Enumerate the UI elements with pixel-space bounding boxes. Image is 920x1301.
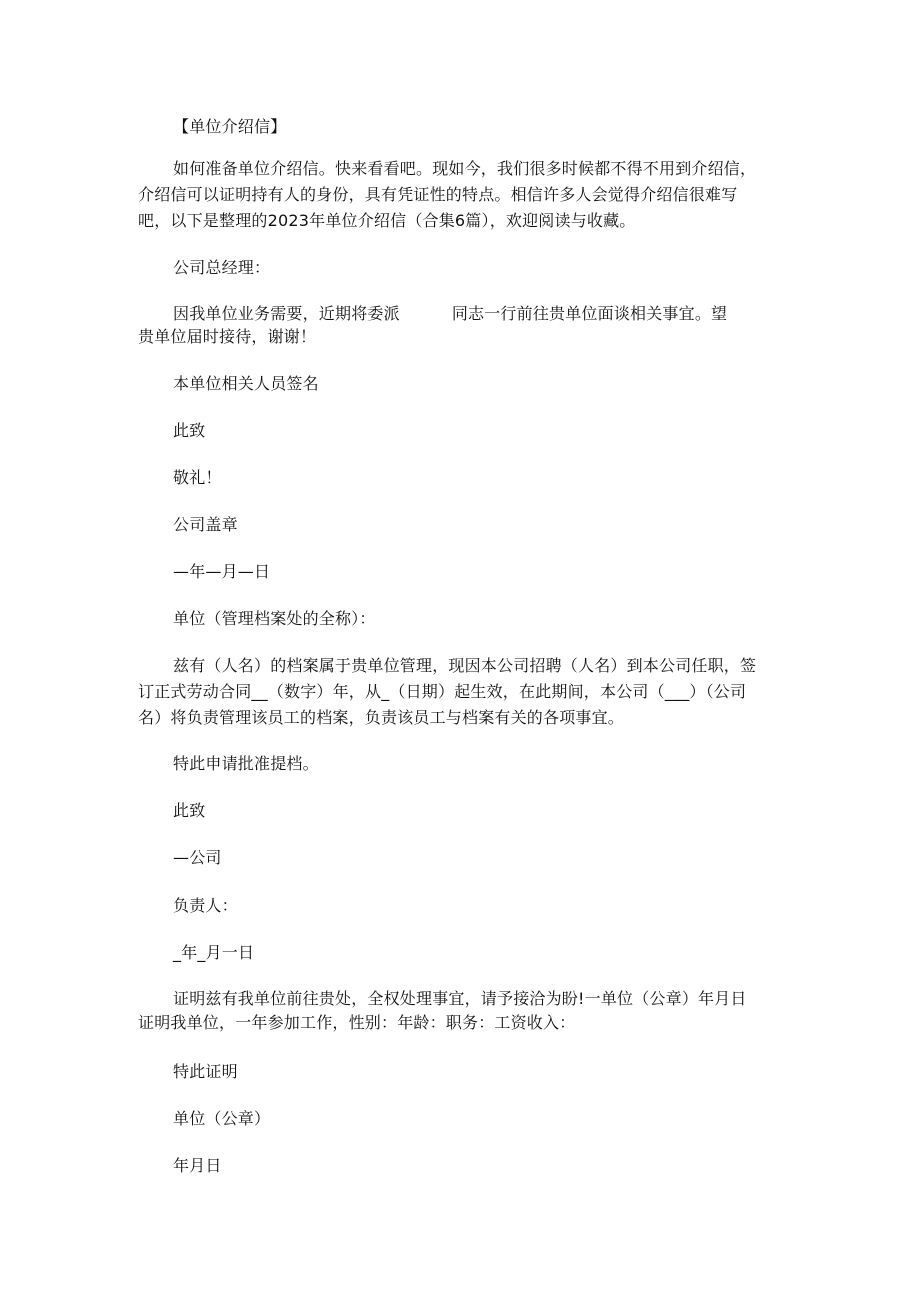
letter1-signature-line: 本单位相关人员签名 [173,374,319,393]
letter1-body-part-1: 因我单位业务需要，近期将委派 [173,304,400,323]
letter1-date: —年—月—日 [173,562,271,581]
letter1-body-line-2: 贵单位届时接待，谢谢！ [138,327,317,346]
letter2-closing: 此致 [173,801,206,820]
letter2-salutation: 单位（管理档案处的全称）： [173,609,376,628]
letter1-body-part-2: 同志一行前往贵单位面谈相关事宜。望 [451,304,728,323]
intro-line-1: 如何准备单位介绍信。快来看看吧。现如今，我们很多时候都不得不用到介绍信， [173,159,757,178]
letter1-closing-2: 敬礼！ [173,468,222,487]
document-title: 【单位介绍信】 [173,117,287,136]
letter1-closing-1: 此致 [173,421,206,440]
letter3-date: 年月日 [173,1156,222,1175]
letter2-request: 特此申请批准提档。 [173,754,319,773]
letter3-body-line-1: 证明兹有我单位前往贵处，全权处理事宜，请予接洽为盼!一单位（公章）年月日 [173,989,747,1008]
letter2-company: —公司 [173,848,222,867]
intro-line-3: 吧，以下是整理的2023年单位介绍信（合集6篇），欢迎阅读与收藏。 [138,211,636,230]
letter2-body-line-3: 名）将负责管理该员工的档案，负责该员工与档案有关的各项事宜。 [138,708,625,727]
letter2-body-line-2: 订正式劳动合同__（数字）年，从_（日期）起生效，在此期间，本公司（___）（公司 [138,682,747,701]
letter2-body-line-1: 兹有（人名）的档案属于贵单位管理，现因本公司招聘（人名）到本公司任职，签 [173,656,757,675]
letter3-seal: 单位（公章） [173,1109,271,1128]
intro-line-2: 介绍信可以证明持有人的身份，具有凭证性的特点。相信许多人会觉得介绍信很难写 [138,185,738,204]
letter2-date: _年_月一日 [173,943,255,962]
letter2-person: 负责人： [173,896,238,915]
letter1-salutation: 公司总经理： [173,258,271,277]
letter3-certify: 特此证明 [173,1062,238,1081]
letter3-body-line-2: 证明我单位，一年参加工作，性别：年龄：职务：工资收入： [138,1013,576,1032]
letter1-seal: 公司盖章 [173,515,238,534]
